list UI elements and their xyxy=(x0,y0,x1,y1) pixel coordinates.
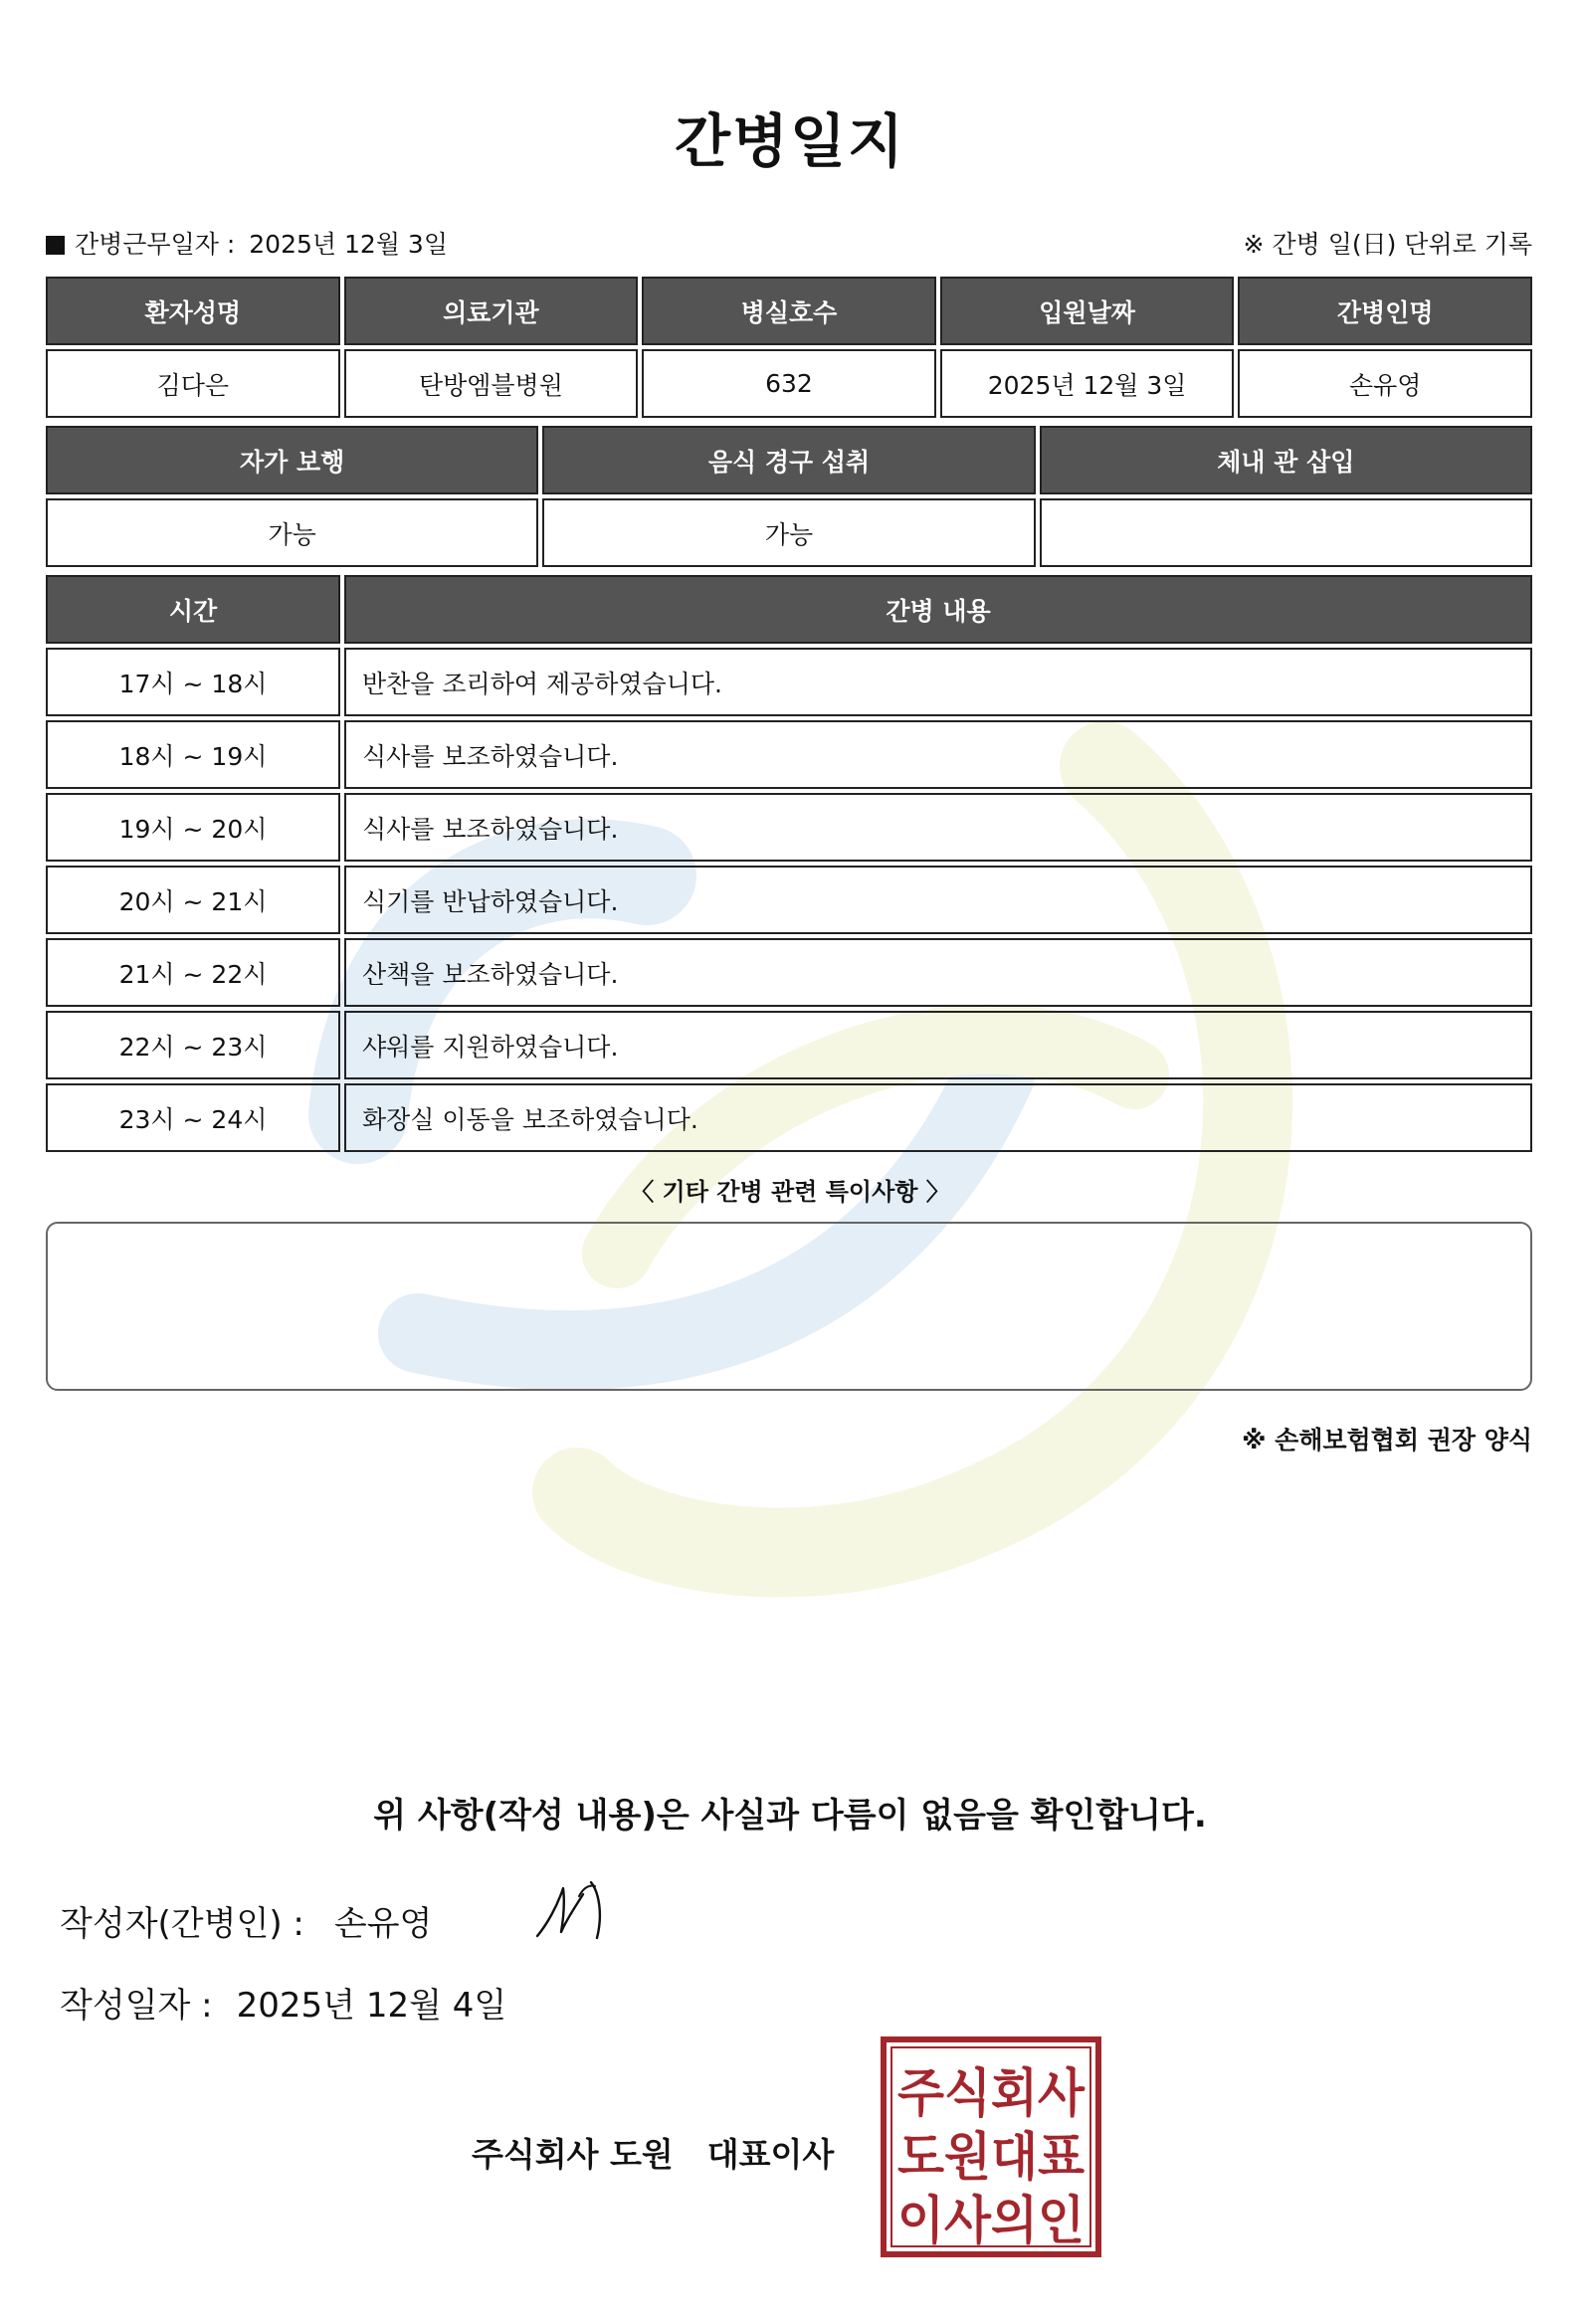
confirmation-statement: 위 사항(작성 내용)은 사실과 다름이 없음을 확인합니다. xyxy=(373,1796,1207,1836)
writer-line xyxy=(60,1896,432,1945)
log-time: 22시 ~ 23시 xyxy=(46,1011,340,1079)
log-time: 18시 ~ 19시 xyxy=(46,720,340,789)
header-room-number: 병실호수 xyxy=(642,277,936,345)
patient-status-table xyxy=(46,426,1532,567)
value-caregiver-name: 손유영 xyxy=(1238,349,1532,418)
special-notes-title: 〈 기타 간병 관련 특이사항 〉 xyxy=(630,1178,950,1206)
care-log-table xyxy=(46,575,1532,1152)
header-institution: 의료기관 xyxy=(344,277,639,345)
header-tube-insertion: 체내 관 삽입 xyxy=(1040,426,1532,494)
log-content: 화장실 이동을 보조하였습니다. xyxy=(344,1083,1532,1152)
value-patient-name: 김다은 xyxy=(46,349,340,418)
writer-label: 작성자(간병인) : xyxy=(60,1904,304,1944)
form-source-note: ※ 손해보험협회 권장 양식 xyxy=(1242,1426,1532,1454)
company-line xyxy=(472,2129,834,2176)
log-time: 20시 ~ 21시 xyxy=(46,866,340,934)
special-notes-box xyxy=(46,1222,1532,1391)
handwritten-signature xyxy=(533,1874,623,1944)
work-date-value: 2025년 12월 3일 xyxy=(249,230,448,259)
seal-text-line: 주식회사 xyxy=(897,2064,1086,2124)
square-bullet-icon xyxy=(46,236,65,255)
page-title: 간병일지 xyxy=(674,107,906,175)
log-content: 식사를 보조하였습니다. xyxy=(344,720,1532,789)
work-date-label: 간병근무일자 : xyxy=(75,230,236,259)
header-time: 시간 xyxy=(46,575,340,644)
header-caregiver-name: 간병인명 xyxy=(1238,277,1532,345)
work-date-line xyxy=(46,225,448,261)
log-content: 식사를 보조하였습니다. xyxy=(344,793,1532,862)
value-tube-insertion xyxy=(1040,498,1532,567)
value-admission-date: 2025년 12월 3일 xyxy=(940,349,1235,418)
daily-record-note: ※ 간병 일(日) 단위로 기록 xyxy=(1243,230,1532,259)
header-patient-name: 환자성명 xyxy=(46,277,340,345)
seal-text-line: 도원대표 xyxy=(897,2128,1085,2188)
written-date-label: 작성일자 : xyxy=(60,1986,213,2026)
log-content: 식기를 반납하였습니다. xyxy=(344,866,1532,934)
written-date-line xyxy=(60,1978,506,2027)
value-oral-intake: 가능 xyxy=(542,498,1035,567)
writer-name: 손유영 xyxy=(333,1904,433,1944)
log-content: 산책을 보조하였습니다. xyxy=(344,938,1532,1007)
patient-info-table xyxy=(46,277,1532,418)
log-time: 23시 ~ 24시 xyxy=(46,1083,340,1152)
log-time: 17시 ~ 18시 xyxy=(46,648,340,716)
log-time: 21시 ~ 22시 xyxy=(46,938,340,1007)
ceo-title: 대표이사 xyxy=(706,2135,835,2174)
value-room-number: 632 xyxy=(642,349,936,418)
log-time: 19시 ~ 20시 xyxy=(46,793,340,862)
value-institution: 탄방엠블병원 xyxy=(344,349,639,418)
seal-text-line: 이사의인 xyxy=(897,2192,1085,2251)
header-self-walking: 자가 보행 xyxy=(46,426,538,494)
log-content: 반찬을 조리하여 제공하였습니다. xyxy=(344,648,1532,716)
company-seal-stamp xyxy=(880,2035,1102,2258)
written-date-value: 2025년 12월 4일 xyxy=(236,1986,507,2026)
header-care-content: 간병 내용 xyxy=(344,575,1532,644)
company-name: 주식회사 도원 xyxy=(472,2135,674,2174)
value-self-walking: 가능 xyxy=(46,498,538,567)
log-content: 샤워를 지원하였습니다. xyxy=(344,1011,1532,1079)
header-oral-intake: 음식 경구 섭취 xyxy=(542,426,1035,494)
header-admission-date: 입원날짜 xyxy=(940,277,1235,345)
